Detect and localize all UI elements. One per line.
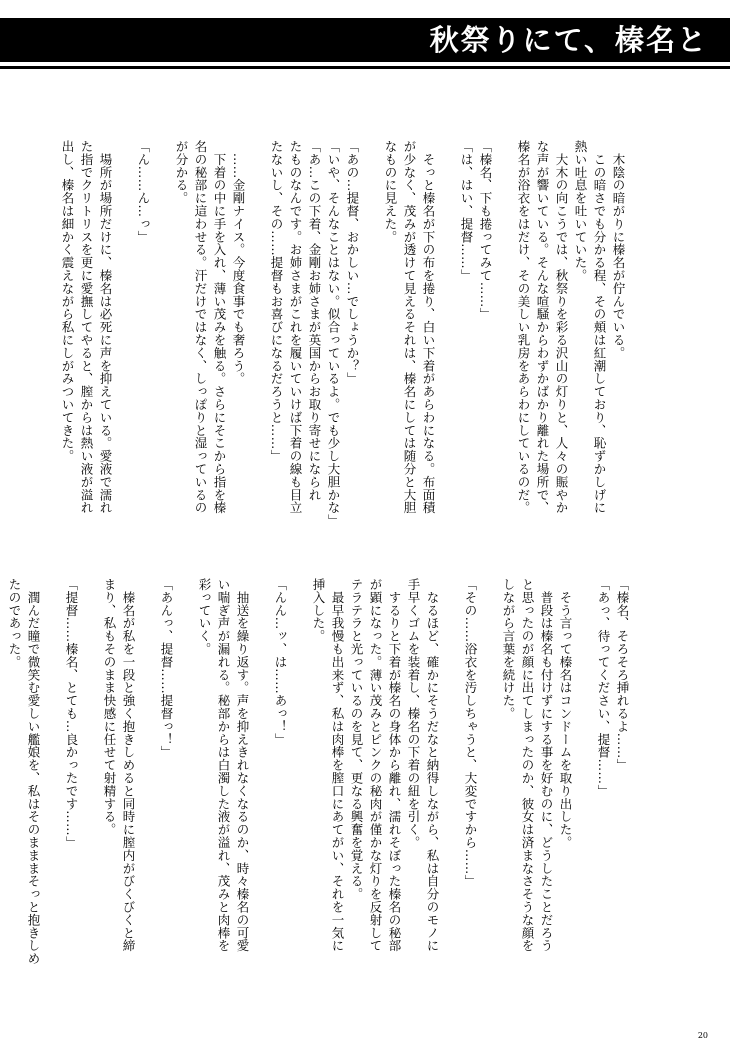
title-bar xyxy=(0,18,730,62)
header-rule xyxy=(0,66,730,69)
chapter-title: 秋祭りにて、榛名と xyxy=(429,23,708,57)
text-block-lower: 「榛名、そろそろ挿れるよ……」 「あっ、待ってください、提督……」 そう言って榛名はコンドームを取り出した。 普段は榛名も付けずにする事を好むのに、どうしたことだろう と思ったのが顔に出てしまったのか、彼女は済まなさそうな顔を しながら言葉を続けた。 「その……浴衣を汚しちゃうと、大変ですから……」 なるほど、確かにそうだなと納得しながら、私は自分のモノに 手早くゴムを装着し、榛名の下着の紐を引く。 するりと下着が榛名の身体から離れ、濡れそぼった榛名の秘部 が顕になった。薄い茂みとピンクの秘肉が僅かな灯りを反射して テラテラと光っているのを見て、更なる興奮を覚える。 最早我慢も出来ず、私は肉棒を膣口にあてがい、それを一気に 挿入した。 「んん…ッ、は……あっ！」 抽送を繰り返す。声を抑えきれなくなるのか、時々榛名の可愛 い喘ぎ声が漏れる。秘部からは白濁した液が溢れ、茂みと肉棒を 彩っていく。 「あんっ、提督……提督っ！」 榛名が私を一段と強く抱きしめると同時に膣内がびくびくと締 まり、私もそのまま快感に任せて射精する。 「提督……榛名、とても…良かったです……」 潤んだ瞳で微笑む愛しい艦娘を、私はそのまままそっと抱きしめ たのであった。 xyxy=(7,578,630,965)
text-block-upper: 木陰の暗がりに榛名が佇んでいる。 この暗さでも分かる程、その頬は紅潮しており、恥ずかしげに 熱い吐息を吐いていた。 大木の向こうでは、秋祭りを彩る沢山の灯りと、人々の賑やか な声が響いている。そんな喧騒からわずかばかり離れた場所で、 榛名が浴衣をはだけ、その美しい乳房をあらわにしているのだ。 「榛名、下も捲ってみて……」 「は、はい、提督……」 そっと榛名が下の布を捲り、白い下着があらわになる。布面積 が少なく、茂みが透けて見えるそれは、榛名にしては随分と大胆 なものに見えた。 「あの…提督、おかしい…でしょうか？」 「いや、そんなことはない。似合っているよ。でも少し大胆かな」 「あ…この下着、金剛お姉さまが英国からお取り寄せになられ たものなんです。お姉さまがこれを履いていけば下着の線も目立 たないし、その……提督もお喜びになるだろうと……」 ……金剛ナイス。今度食事でも奢ろう。 下着の中に手を入れ、薄い茂みを触る。さらにそこから指を榛 名の秘部に這わせる。汗だけではなく、しっぽりと湿っているの が分かる。 「ん……ん…っ」 場所が場所だけに、榛名は必死に声を抑えている。愛液で濡れ た指でクリトリスを更に愛撫してやると、膣からは熱い液が溢れ 出し、榛名は細かく震えながら私にしがみついてきた。 xyxy=(60,140,626,527)
page-number: 20 xyxy=(697,1031,708,1040)
